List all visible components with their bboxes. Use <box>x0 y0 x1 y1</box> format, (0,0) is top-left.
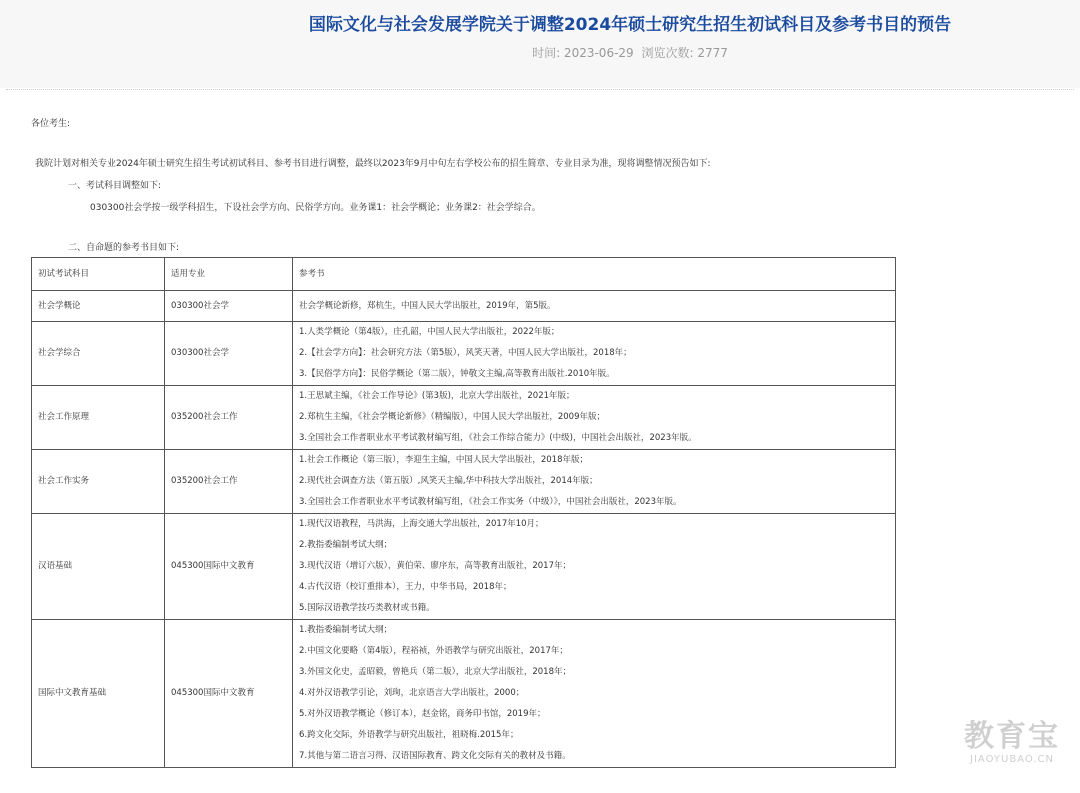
books-cell <box>293 386 896 450</box>
subject-cell: 社会工作实务 <box>32 450 165 514</box>
major-cell: 045300国际中文教育 <box>165 514 293 620</box>
book-entry: 3.现代汉语（增订六版），黄伯荣、廖序东，高等教育出版社，2017年； <box>299 561 571 571</box>
table-row <box>32 620 896 768</box>
section1-detail: 030300社会学按一级学科招生，下设社会学方向、民俗学方向。业务课1：社会学概论；业务课2：社会学综合。 <box>90 203 541 213</box>
book-entry: 2.【社会学方向】：社会研究方法（第5版），风笑天著，中国人民大学出版社，2018年； <box>299 348 632 358</box>
page-title: 国际文化与社会发展学院关于调整2024年硕士研究生招生初试科目及参考书目的预告 <box>308 15 952 35</box>
book-entry: 4.对外汉语教学引论，刘珣，北京语言大学出版社，2000； <box>299 688 525 698</box>
book-entry: 3.【民俗学方向】：民俗学概论（第二版），钟敬文主编,高等教育出版社.2010年版。 <box>299 369 615 379</box>
book-entry: 5.国际汉语教学技巧类教材或书籍。 <box>299 603 435 613</box>
header-books: 参考书 <box>293 258 896 291</box>
subject-cell: 国际中文教育基础 <box>32 620 165 768</box>
greeting-text: 各位考生: <box>31 119 71 129</box>
table-row <box>32 322 896 386</box>
book-entry: 2.现代社会调查方法（第五版）,风笑天主编,华中科技大学出版社，2014年版； <box>299 476 598 486</box>
major-cell: 035200社会工作 <box>165 450 293 514</box>
book-entry: 3.全国社会工作者职业水平考试教材编写组，《社会工作综合能力》(中级)，中国社会出版社，2023年版。 <box>299 433 697 443</box>
book-entry: 4.古代汉语（校订重排本），王力，中华书局，2018年； <box>299 582 512 592</box>
subject-cell: 社会学综合 <box>32 322 165 386</box>
major-cell: 030300社会学 <box>165 322 293 386</box>
intro-paragraph: 我院计划对相关专业2024年硕士研究生招生考试初试科目、参考书目进行调整，最终以2023年9月中旬左右学校公布的招生简章、专业目录为准，现将调整情况预告如下: <box>35 159 711 169</box>
subject-cell: 社会工作原理 <box>32 386 165 450</box>
table-header-row <box>32 258 896 291</box>
book-entry: 1.社会工作概论（第三版），李迎生主编，中国人民大学出版社，2018年版； <box>299 455 588 465</box>
book-entry: 1.王思斌主编，《社会工作导论》(第3版)，北京大学出版社，2021年版； <box>299 391 575 401</box>
watermark-logo <box>964 720 1060 766</box>
major-cell: 045300国际中文教育 <box>165 620 293 768</box>
books-cell <box>293 322 896 386</box>
book-entry: 2.中国文化要略（第4版），程裕祯，外语教学与研究出版社，2017年； <box>299 646 568 656</box>
books-cell <box>293 514 896 620</box>
book-entry: 社会学概论新修，郑杭生，中国人民大学出版社，2019年，第5版。 <box>299 301 556 311</box>
header-major: 适用专业 <box>165 258 293 291</box>
books-cell <box>293 450 896 514</box>
major-cell: 035200社会工作 <box>165 386 293 450</box>
table-row <box>32 450 896 514</box>
article-meta <box>0 44 1080 61</box>
book-entry: 2.教指委编制考试大纲； <box>299 540 393 550</box>
section2-heading: 二、自命题的参考书目如下: <box>68 243 180 253</box>
header-subject: 初试考试科目 <box>32 258 165 291</box>
subject-cell: 汉语基础 <box>32 514 165 620</box>
books-cell <box>293 620 896 768</box>
book-entry: 7.其他与第二语言习得、汉语国际教育、跨文化交际有关的教材及书籍。 <box>299 751 571 761</box>
subject-cell: 社会学概论 <box>32 291 165 322</box>
watermark-en: JIAOYUBAO.CN <box>970 754 1054 765</box>
book-entry: 6.跨文化交际，外语教学与研究出版社，祖晓梅.2015年； <box>299 730 519 740</box>
books-cell <box>293 291 896 322</box>
view-count: 浏览次数: 2777 <box>641 46 728 60</box>
book-entry: 3.外国文化史，孟昭毅，曾艳兵（第二版），北京大学出版社，2018年； <box>299 667 571 677</box>
major-cell: 030300社会学 <box>165 291 293 322</box>
header-divider <box>6 89 1074 90</box>
table-row <box>32 514 896 620</box>
table-row <box>32 386 896 450</box>
book-entry: 1.人类学概论（第4版），庄孔韶，中国人民大学出版社，2022年版； <box>299 327 560 337</box>
publish-time: 时间: 2023-06-29 <box>532 46 634 60</box>
book-entry: 1.教指委编制考试大纲； <box>299 625 393 635</box>
reference-books-table <box>31 257 896 768</box>
book-entry: 3.全国社会工作者职业水平考试教材编写组，《社会工作实务（中级）》，中国社会出版社，2023年版。 <box>299 497 682 507</box>
article-header <box>0 0 1080 88</box>
table-row <box>32 291 896 322</box>
section1-heading: 一、考试科目调整如下: <box>68 181 162 191</box>
watermark-cn: 教育宝 <box>964 719 1060 754</box>
book-entry: 1.现代汉语教程，马洪海，上海交通大学出版社，2017年10月； <box>299 519 544 529</box>
book-entry: 5.对外汉语教学概论（修订本），赵金铭，商务印书馆，2019年； <box>299 709 546 719</box>
book-entry: 2.郑杭生主编，《社会学概论新修》（精编版），中国人民大学出版社，2009年版； <box>299 412 605 422</box>
